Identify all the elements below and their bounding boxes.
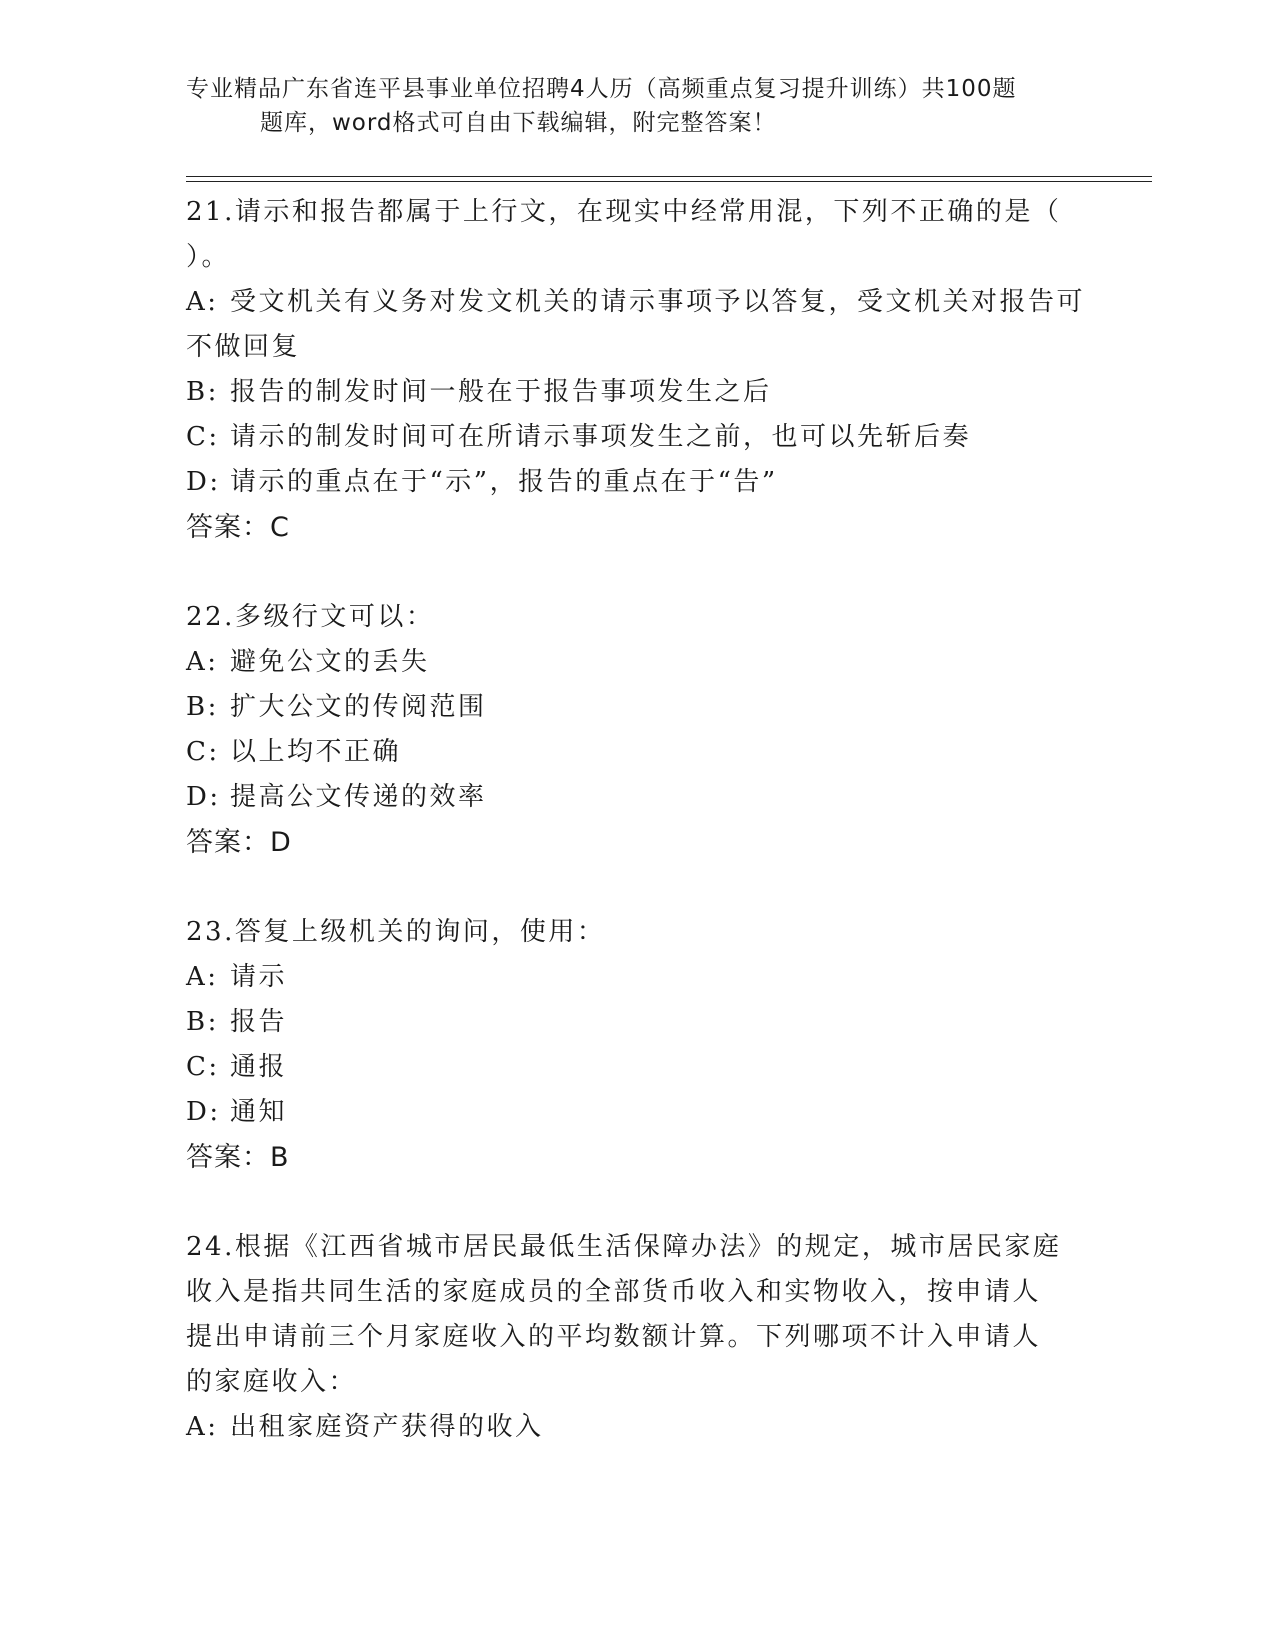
option-text: 以上均不正确 xyxy=(230,737,402,767)
option-letter: C: xyxy=(186,422,220,452)
option-b xyxy=(186,370,1086,415)
answer: 答案：D xyxy=(186,827,292,858)
option-a xyxy=(186,955,1086,1000)
option-a xyxy=(186,280,1086,370)
option-a xyxy=(186,640,1086,685)
option-letter: B: xyxy=(186,1007,219,1037)
option-text: 提高公文传递的效率 xyxy=(230,782,487,812)
option-letter: D: xyxy=(186,782,221,812)
question-22 xyxy=(186,595,1086,865)
option-letter: C: xyxy=(186,737,220,767)
option-text: 出租家庭资产获得的收入 xyxy=(230,1412,544,1442)
question-stem: 21.请示和报告都属于上行文，在现实中经常用混，下列不正确的是（ ）。 xyxy=(186,197,1062,272)
option-text: 报告的制发时间一般在于报告事项发生之后 xyxy=(230,377,772,407)
option-d xyxy=(186,775,1086,820)
question-list xyxy=(186,190,1086,1495)
option-letter: A: xyxy=(186,287,219,317)
question-stem: 24.根据《江西省城市居民最低生活保障办法》的规定，城市居民家庭收入是指共同生活的家庭成员的全部货币收入和实物收入，按申请人提出申请前三个月家庭收入的平均数额计算。下列哪项不计入申请人的家庭收入： xyxy=(186,1232,1062,1397)
answer: 答案：C xyxy=(186,512,290,543)
option-text: 通知 xyxy=(230,1097,288,1127)
option-text: 避免公文的丢失 xyxy=(230,647,430,677)
question-stem: 22.多级行文可以： xyxy=(186,602,435,632)
option-c xyxy=(186,1045,1086,1090)
option-d xyxy=(186,460,1086,505)
header-divider-top xyxy=(186,176,1152,177)
option-text: 扩大公文的传阅范围 xyxy=(230,692,487,722)
option-c xyxy=(186,730,1086,775)
option-letter: B: xyxy=(186,377,219,407)
option-text: 通报 xyxy=(230,1052,288,1082)
option-d xyxy=(186,1090,1086,1135)
option-letter: A: xyxy=(186,647,219,677)
option-b xyxy=(186,1000,1086,1045)
option-letter: D: xyxy=(186,1097,221,1127)
header-title-line-1: 专业精品广东省连平县事业单位招聘4人历（高频重点复习提升训练）共100题 xyxy=(186,76,1017,102)
option-letter: C: xyxy=(186,1052,220,1082)
option-b xyxy=(186,685,1086,730)
option-text: 报告 xyxy=(230,1007,288,1037)
option-text: 请示的重点在于“示”，报告的重点在于“告” xyxy=(230,467,778,497)
option-a xyxy=(186,1405,1086,1450)
question-stem: 23.答复上级机关的询问，使用： xyxy=(186,917,606,947)
option-text: 请示的制发时间可在所请示事项发生之前，也可以先斩后奏 xyxy=(230,422,972,452)
header-title-line-2: 题库，word格式可自由下载编辑，附完整答案！ xyxy=(260,110,777,136)
answer: 答案：B xyxy=(186,1142,290,1173)
header-divider-bottom xyxy=(186,181,1152,182)
option-letter: D: xyxy=(186,467,221,497)
question-23 xyxy=(186,910,1086,1180)
option-letter: A: xyxy=(186,1412,219,1442)
option-text: 受文机关有义务对发文机关的请示事项予以答复，受文机关对报告可不做回复 xyxy=(186,287,1086,362)
question-24 xyxy=(186,1225,1086,1450)
option-c xyxy=(186,415,1086,460)
option-letter: B: xyxy=(186,692,219,722)
option-text: 请示 xyxy=(230,962,288,992)
question-21 xyxy=(186,190,1086,550)
document-header xyxy=(186,72,1066,140)
option-letter: A: xyxy=(186,962,219,992)
